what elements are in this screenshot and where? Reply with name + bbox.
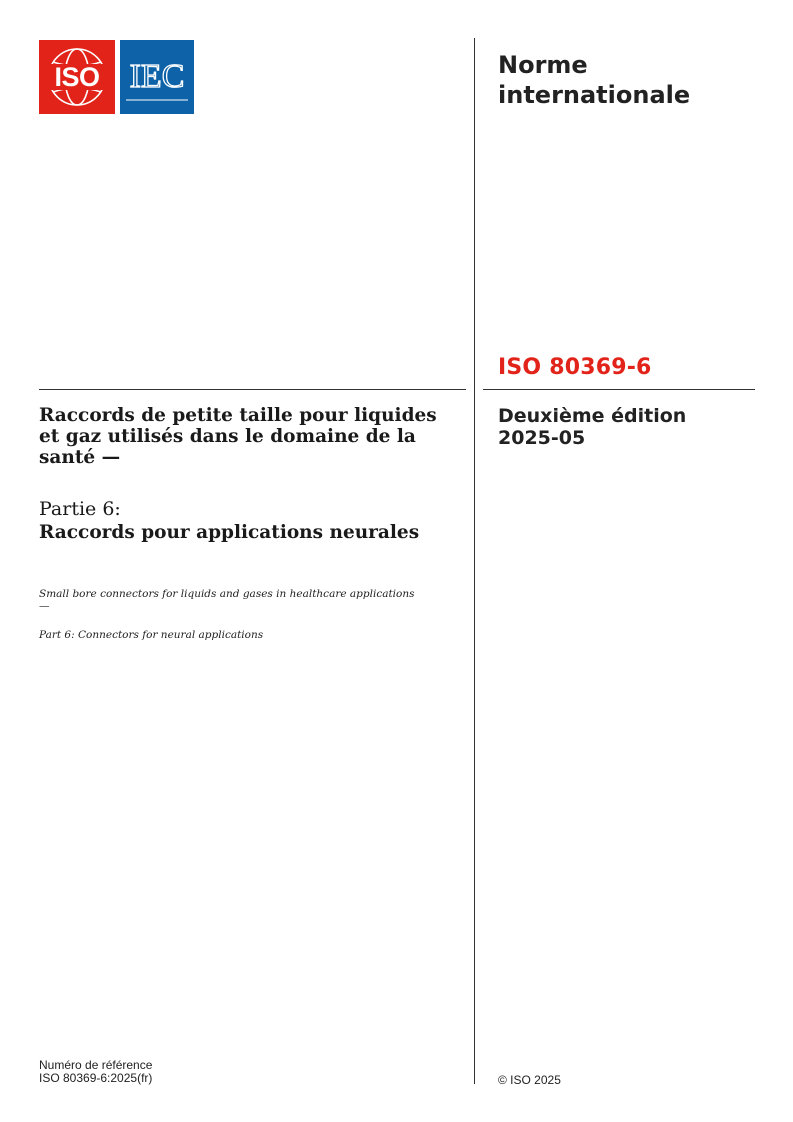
publication-date: 2025-05	[498, 427, 586, 449]
iso-logo-text: ISO	[54, 62, 100, 92]
reference-number: ISO 80369-6:2025(fr)	[39, 1071, 153, 1085]
vertical-divider	[474, 38, 475, 1084]
iec-logo	[120, 40, 194, 114]
main-title: Raccords de petite taille pour liquides et gaz utilisés dans le domaine de la santé —	[39, 405, 437, 468]
copyright: © ISO 2025	[498, 1073, 561, 1087]
left-horizontal-rule	[39, 389, 466, 390]
iso-globe-icon	[39, 40, 115, 114]
edition-block	[498, 405, 748, 449]
english-part-title: Part 6: Connectors for neural applications	[39, 629, 264, 641]
reference-label: Numéro de référence	[39, 1058, 153, 1072]
right-horizontal-rule	[483, 389, 755, 390]
part-label: Partie 6:	[39, 498, 121, 520]
standard-number: ISO 80369-6	[498, 355, 652, 380]
edition-label: Deuxième édition	[498, 405, 687, 427]
english-title: Small bore connectors for liquids and gases in healthcare applications —	[39, 588, 415, 612]
part-title: Raccords pour applications neurales	[39, 522, 420, 543]
iso-logo	[39, 40, 115, 114]
document-type: Norme internationale	[498, 51, 691, 109]
iec-logo-text: IEC	[129, 58, 185, 95]
